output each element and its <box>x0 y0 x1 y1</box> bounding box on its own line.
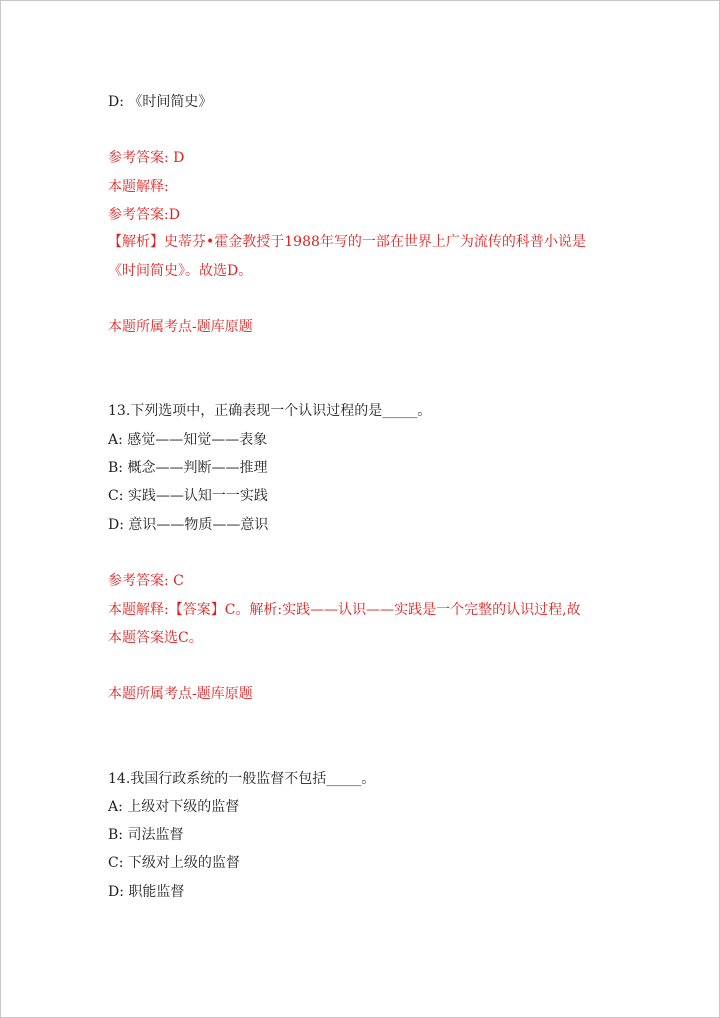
prev-answer-2: 参考答案:D <box>108 207 180 223</box>
q13-option-d: D: 意识——物质——意识 <box>108 517 269 533</box>
q14-option-c: C: 下级对上级的监督 <box>108 855 240 871</box>
q13-source: 本题所属考点-题库原题 <box>108 686 253 702</box>
q14-option-a: A: 上级对下级的监督 <box>108 799 240 815</box>
q14-stem: 14.我国行政系统的一般监督不包括_____。 <box>108 771 376 787</box>
q13-option-a: A: 感觉——知觉——表象 <box>108 432 268 448</box>
q13-explain-line-2: 本题答案选C。 <box>108 630 203 646</box>
prev-explain-label: 本题解释: <box>108 179 169 195</box>
q13-stem: 13.下列选项中，正确表现一个认识过程的是_____。 <box>108 403 432 419</box>
q13-option-c: C: 实践——认知一一实践 <box>108 488 268 504</box>
q13-answer: 参考答案: C <box>108 573 184 589</box>
prev-analysis-line-1: 【解析】史蒂芬•霍金教授于1988年写的一部在世界上广为流传的科普小说是 <box>108 234 586 250</box>
prev-source: 本题所属考点-题库原题 <box>108 319 253 335</box>
q14-option-d: D: 职能监督 <box>108 884 185 900</box>
prev-answer: 参考答案: D <box>108 150 185 166</box>
q13-option-b: B: 概念——判断——推理 <box>108 460 268 476</box>
q14-option-b: B: 司法监督 <box>108 827 184 843</box>
prev-option-d: D: 《时间简史》 <box>108 94 213 110</box>
q13-explain-line-1: 本题解释:【答案】C。解析:实践——认识——实践是一个完整的认识过程,故 <box>108 602 581 618</box>
prev-analysis-line-2: 《时间简史》。故选D。 <box>108 263 253 279</box>
